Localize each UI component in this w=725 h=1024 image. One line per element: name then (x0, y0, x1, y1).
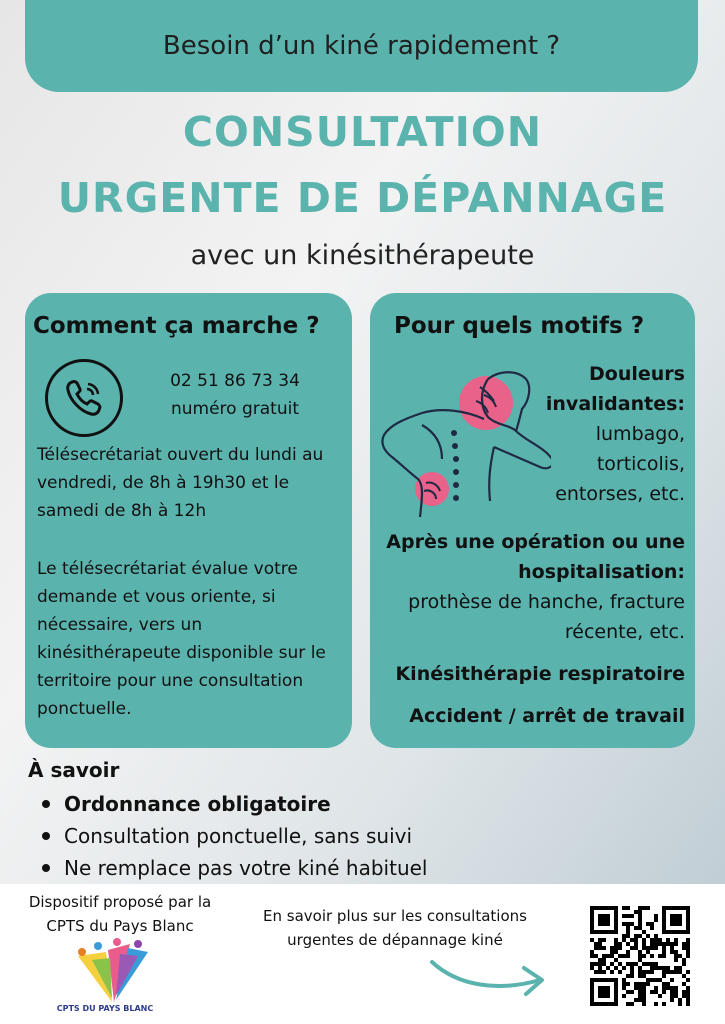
subtitle: avec un kinésithérapeute (190, 240, 535, 271)
postop-title: Après une opération ou une hospitalisation: (386, 531, 685, 583)
list-item: Ordonnance obligatoire (42, 788, 428, 820)
phone-note: numéro gratuit (170, 399, 299, 419)
how-it-works-title: Comment ça marche ? (33, 313, 320, 339)
respiratory-item: Kinésithérapie respiratoire (395, 663, 685, 685)
provided-by-text: Dispositif proposé par la CPTS du Pays Blanc (28, 893, 212, 935)
banner-text: Besoin d’un kiné rapidement ? (162, 31, 561, 61)
logo-text: CPTS DU PAYS BLANC (56, 1004, 154, 1013)
pain-title: Douleurs invalidantes: (545, 363, 685, 415)
accident-item: Accident / arrêt de travail (409, 705, 685, 727)
postop-list: prothèse de hanche, fracture récente, etc. (408, 591, 685, 643)
more-info-text: En savoir plus sur les consultations urgentes de dépannage kiné (263, 907, 527, 949)
hours-text: Télésecrétariat ouvert du lundi au vendredi, de 8h à 19h30 et le samedi de 8h à 12h (37, 445, 324, 521)
phone-icon (45, 359, 123, 437)
postop-section (369, 527, 685, 647)
reasons-panel (370, 293, 695, 748)
arrow-right-icon (428, 956, 552, 1002)
main-title-line2: URGENTE DE DÉPANNAGE (57, 174, 668, 222)
pain-list: lumbago, torticolis, entorses, etc. (555, 423, 685, 505)
how-it-works-panel (25, 293, 352, 748)
good-to-know-list (42, 788, 428, 884)
footer (0, 884, 725, 1024)
pain-section (525, 359, 685, 509)
top-banner (25, 0, 698, 92)
qr-code-icon[interactable] (590, 906, 690, 1006)
list-item: Ne remplace pas votre kiné habituel (42, 852, 428, 884)
good-to-know-title: À savoir (28, 758, 120, 782)
list-item: Consultation ponctuelle, sans suivi (42, 820, 428, 852)
description-text: Le télésecrétariat évalue votre demande et vous oriente, si nécessaire, vers un kinésithérapeute disponible sur le territoire pour une consultation ponctuelle. (37, 559, 326, 719)
reasons-title: Pour quels motifs ? (394, 313, 645, 339)
cpts-logo-icon (72, 938, 152, 1004)
main-title-line1: CONSULTATION (182, 108, 543, 156)
phone-number: 02 51 86 73 34 (170, 371, 300, 391)
